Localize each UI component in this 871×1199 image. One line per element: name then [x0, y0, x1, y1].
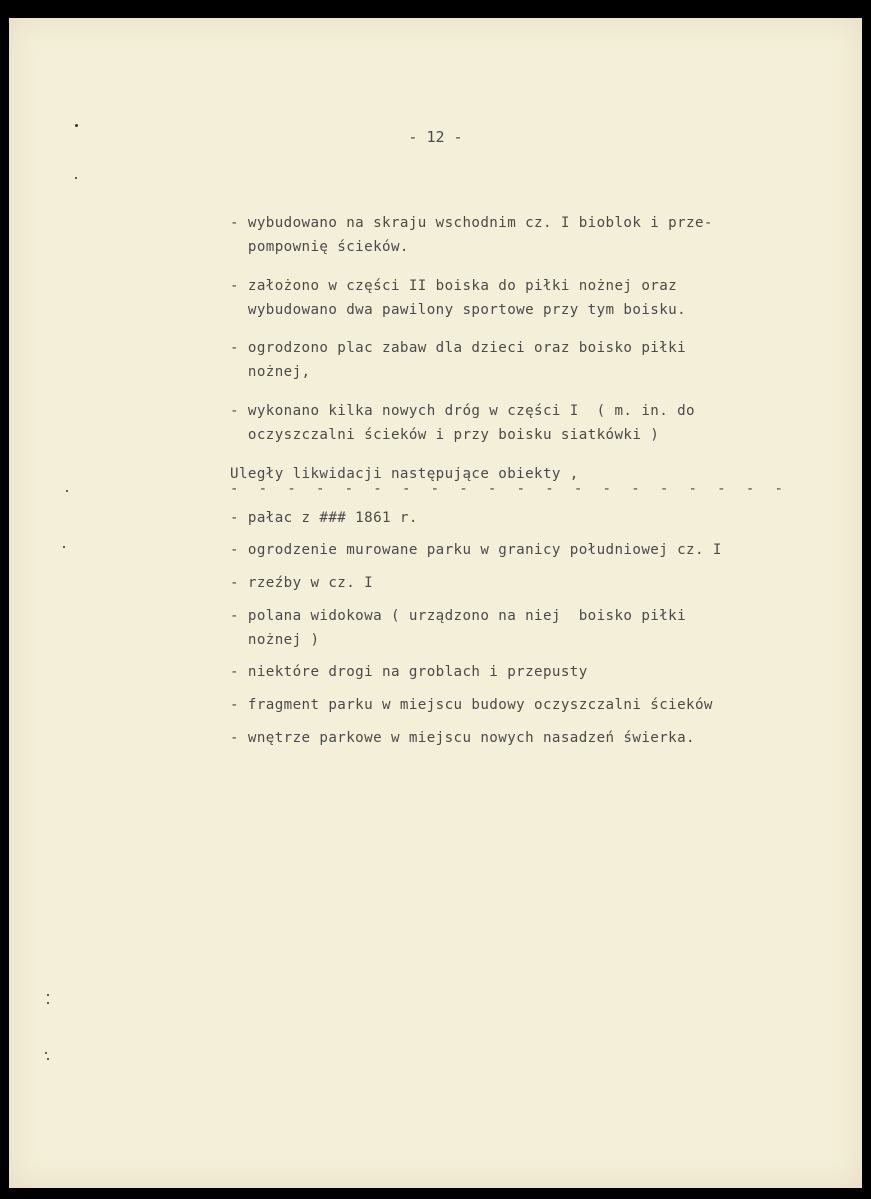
- page-number: - 12 -: [408, 128, 463, 146]
- removed-item-4-line-2: nożnej ): [230, 632, 320, 648]
- removed-item-2: - ogrodzenie murowane parku w granicy południowej cz. I: [230, 542, 722, 558]
- built-item-4-line-1: - wykonano kilka nowych dróg w części I ( m. in. do: [230, 403, 695, 419]
- heading-underline: - - - - - - - - - - - - - - - - - - - -: [230, 481, 789, 497]
- section-heading: Uległy likwidacji następujące obiekty ,: [230, 466, 579, 482]
- removed-item-7: - wnętrze parkowe w miejscu nowych nasadzeń świerka.: [230, 730, 695, 746]
- built-item-1-line-2: pompownię ścieków.: [230, 239, 409, 255]
- scan-speck: [66, 490, 68, 492]
- removed-item-3: - rzeźby w cz. I: [230, 575, 374, 591]
- scan-speck: [75, 177, 77, 179]
- built-item-2-line-1: - założono w części II boiska do piłki nożnej oraz: [230, 278, 678, 294]
- removed-item-5: - niektóre drogi na groblach i przepusty: [230, 664, 588, 680]
- removed-item-6: - fragment parku w miejscu budowy oczyszczalni ścieków: [230, 697, 713, 713]
- built-item-1-line-1: - wybudowano na skraju wschodnim cz. I bioblok i prze-: [230, 215, 713, 231]
- document-page: [9, 18, 862, 1188]
- built-item-4-line-2: oczyszczalni ścieków i przy boisku siatkówki ): [230, 427, 660, 443]
- removed-item-4-line-1: - polana widokowa ( urządzono na niej boisko piłki: [230, 608, 687, 624]
- removed-item-1: - pałac z ### 1861 r.: [230, 510, 418, 526]
- scan-speck: [45, 1052, 47, 1054]
- scan-speck: [47, 994, 49, 996]
- scan-speck: [63, 546, 65, 548]
- built-item-2-line-2: wybudowano dwa pawilony sportowe przy tym boisku.: [230, 302, 687, 318]
- scan-speck: [47, 1002, 49, 1004]
- built-item-3-line-1: - ogrodzono plac zabaw dla dzieci oraz boisko piłki: [230, 340, 687, 356]
- built-item-3-line-2: nożnej,: [230, 364, 311, 380]
- scan-speck: [47, 1058, 49, 1060]
- scan-speck: [75, 124, 78, 127]
